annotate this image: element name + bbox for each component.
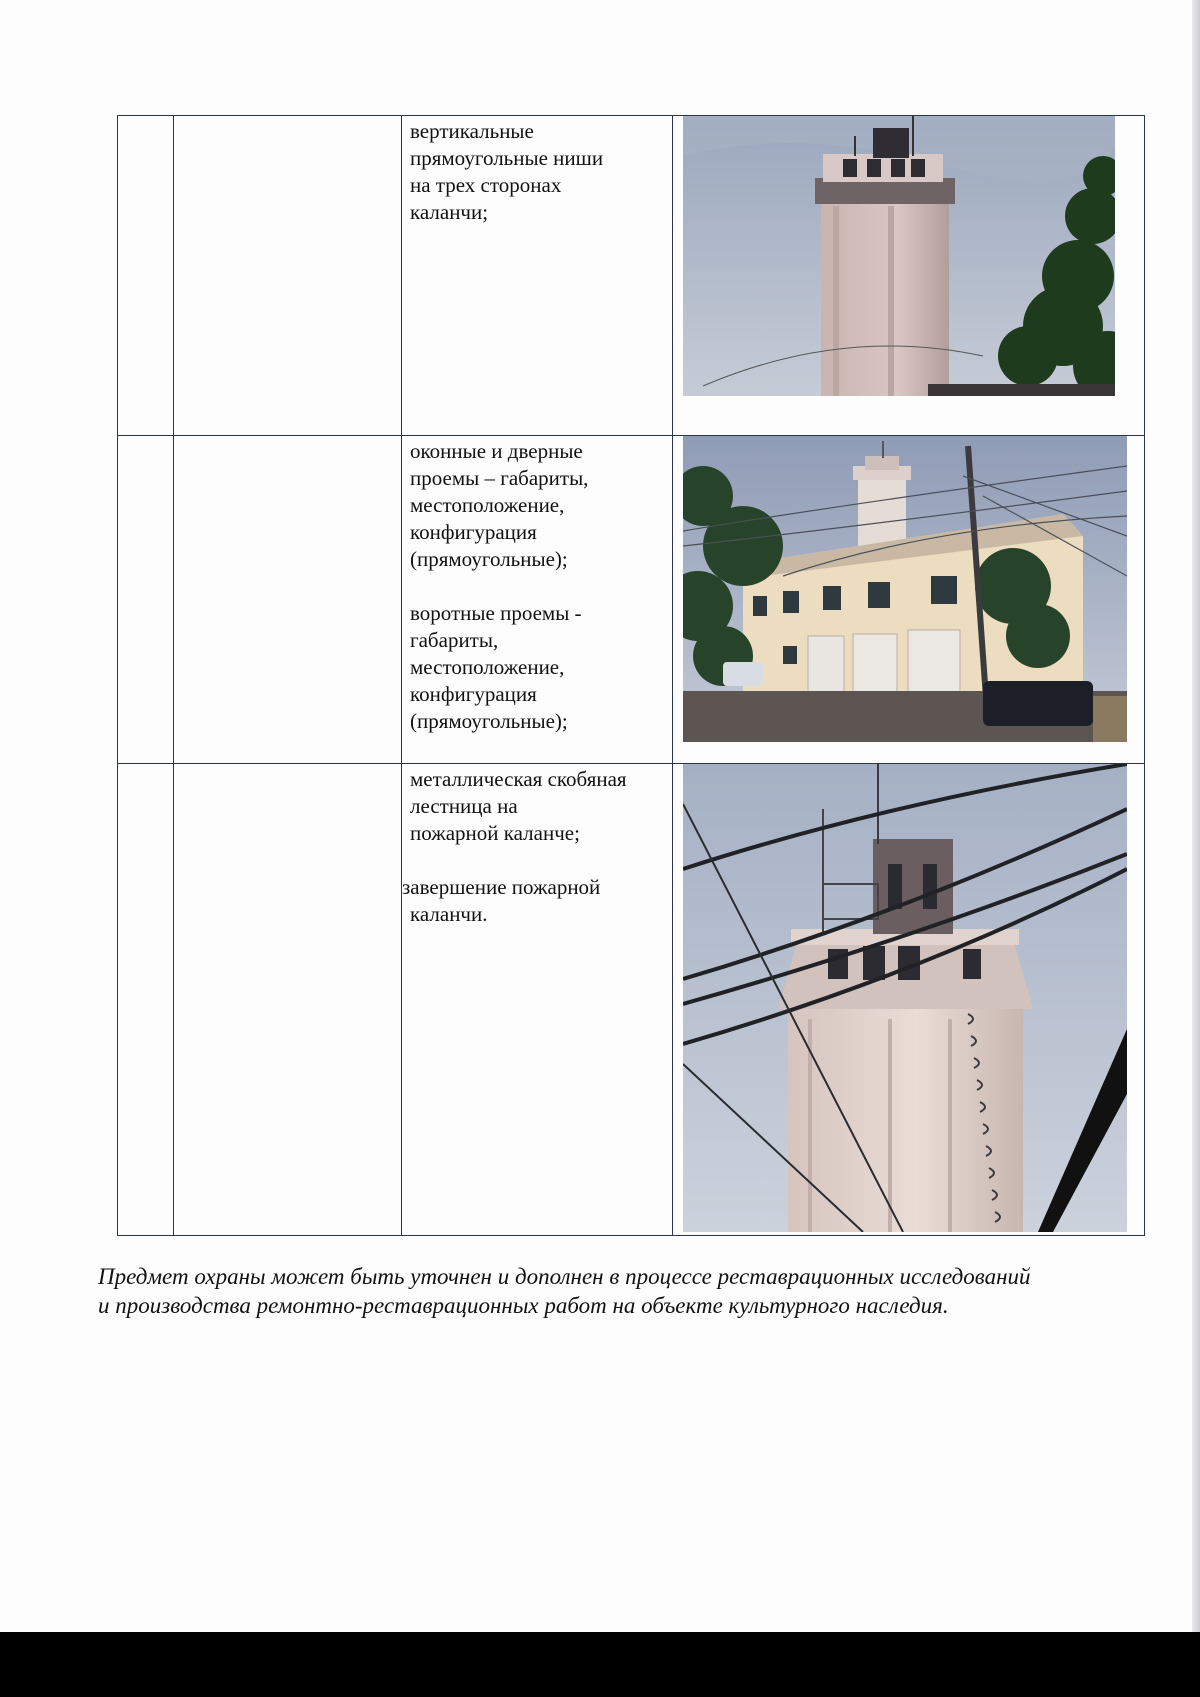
- protection-subject-table: [117, 115, 1145, 1236]
- name-cell: [174, 116, 402, 436]
- number-cell: [118, 116, 174, 436]
- table-row: [118, 436, 1145, 764]
- fire-tower-top-photo: [683, 116, 1115, 396]
- description-line: воротные проемы -: [410, 601, 582, 625]
- fire-tower-ladder-photo: [683, 764, 1127, 1232]
- note-line-1: Предмет охраны может быть уточнен и дополнен в процессе реставрационных исследований: [98, 1264, 1031, 1289]
- photo-cell: [673, 116, 1145, 436]
- protection-subject-note: [98, 1262, 1178, 1320]
- description-line: пожарной каланче;: [410, 821, 580, 845]
- description-line: местоположение,: [410, 655, 565, 679]
- scan-black-band: [0, 1632, 1200, 1697]
- note-line-2: и производства ремонтно-реставрационных работ на объекте культурного наследия.: [98, 1293, 949, 1318]
- number-cell: [118, 764, 174, 1236]
- description-line: на трех сторонах: [410, 173, 562, 197]
- description-line: проемы – габариты,: [410, 466, 589, 490]
- name-cell: [174, 764, 402, 1236]
- scan-edge: [1192, 0, 1200, 1632]
- description-line: каланчи;: [410, 200, 489, 224]
- number-cell: [118, 436, 174, 764]
- description-line: местоположение,: [410, 493, 565, 517]
- description-line: металлическая скобяная: [410, 767, 627, 791]
- table-row: [118, 116, 1145, 436]
- description-line: каланчи.: [410, 902, 488, 926]
- photo-cell: [673, 764, 1145, 1236]
- description-cell: [402, 116, 673, 436]
- description-line: лестница на: [410, 794, 518, 818]
- photo-cell: [673, 436, 1145, 764]
- description-line: завершение пожарной: [402, 875, 601, 899]
- description-line: конфигурация: [410, 682, 537, 706]
- description-line: прямоугольные ниши: [410, 146, 604, 170]
- description-line: вертикальные: [410, 119, 534, 143]
- fire-station-building-photo: [683, 436, 1127, 742]
- description-line: конфигурация: [410, 520, 537, 544]
- name-cell: [174, 436, 402, 764]
- description-cell: [402, 436, 673, 764]
- description-line: габариты,: [410, 628, 499, 652]
- description-cell: [402, 764, 673, 1236]
- table-row: [118, 764, 1145, 1236]
- description-line: оконные и дверные: [410, 439, 583, 463]
- description-line: (прямоугольные);: [410, 547, 568, 571]
- description-line: (прямоугольные);: [410, 709, 568, 733]
